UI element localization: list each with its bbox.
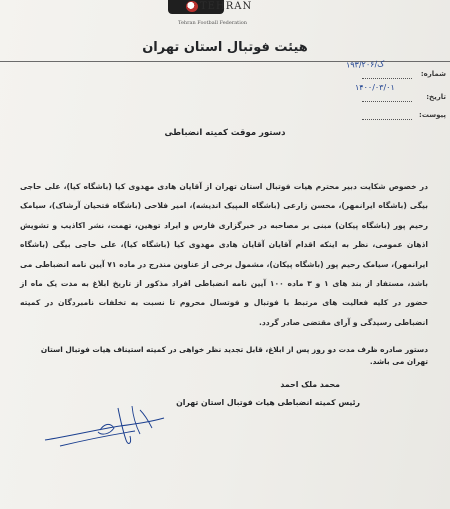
date-label: تاریخ: (426, 93, 446, 101)
number-row (356, 70, 446, 82)
logo-text: TEHRAN (200, 1, 253, 12)
attachment-label: پیوست: (419, 111, 446, 119)
ruling-note: دستور صادره ظرف مدت دو روز پس از ابلاغ، قابل تجدید نظر خواهی در کمیته استیناف هیات فوتبال استان تهران می باشد. (40, 345, 428, 366)
number-value: ۱۹۳/ک/۲۰۶ (345, 59, 385, 70)
handwritten-signature (40, 400, 170, 455)
date-value: ۱۴۰۰/۰۳/۰۱ (355, 83, 395, 92)
logo-subtext: Tehran Football Federation (178, 20, 248, 26)
date-row (356, 93, 446, 105)
organization-title: هیئت فوتبال استان تهران (142, 40, 308, 55)
attachment-underline (362, 119, 412, 120)
football-icon (186, 1, 198, 12)
signer-title: رئیس کمیته انضباطی هیات فوتبال استان تهران (176, 398, 360, 407)
number-label: شماره: (420, 70, 446, 78)
signer-name: محمد ملک احمد (280, 380, 340, 389)
document-heading: دستور موقت کمیته انضباطی (164, 128, 286, 138)
document-body: در خصوص شکایت دبیر محترم هیات فوتبال استان تهران از آقایان هادی مهدوی کیا (باشگاه کیا)، علی حاجی بیگی (باشگاه ایرانمهر)، محسن زارعی (باشگاه المپیک اندیشه)، امیر فلاحی (باشگاه فتحیان آرشاک)، سیامک رحیم پور (باشگاه پیکان) مبنی بر مصاحبه در خبرگزاری فارس و ایراد توهین، تهمت، نشر اکاذیب و تشویش اذهان عمومی، نظر به اینکه اقدام آقایان آقایان هادی مهدوی کیا (باشگاه کیا)، علی حاجی بیگی (باشگاه ایرانمهر)، سیامک رحیم پور (باشگاه پیکان)، مشمول برخی از عناوین مندرج در ماده ۷۱ آیین نامه انضباطی می باشد، مستفاد از بند های ۱ و ۳ ماده ۱۰۰ آیین نامه انضباطی افراد مذکور از تاریخ ابلاغ به مدت یک ماه از حضور در کلیه فعالیت های مرتبط با فوتبال و فوتسال محروم تا نسبت به تخلفات نامبردگان در کمیته انضباطی رسیدگی و آرای مقتضی صادر گردد. (20, 182, 428, 327)
date-underline (362, 101, 412, 102)
attachment-row (356, 111, 446, 123)
number-underline (362, 78, 412, 79)
